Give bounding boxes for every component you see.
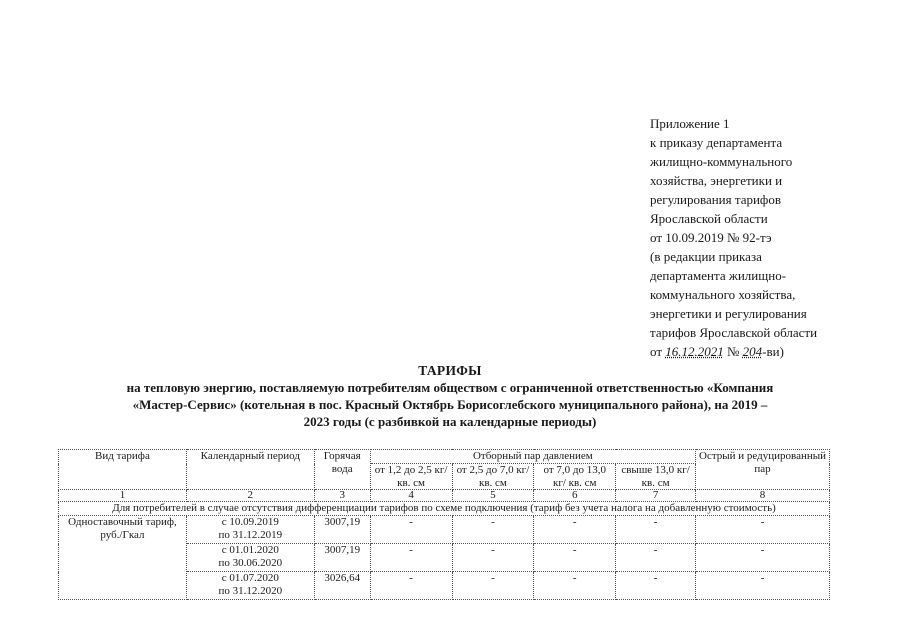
steam-1-cell: -	[370, 516, 452, 544]
title-main: ТАРИФЫ	[418, 363, 482, 378]
appendix-last-suffix: -ви)	[762, 344, 784, 359]
column-number: 5	[452, 490, 534, 502]
header-steam-3: от 7,0 до 13,0 кг/ кв. см	[534, 464, 616, 490]
header-sharp-steam: Острый и редуцированный пар	[696, 450, 830, 490]
appendix-line: Приложение 1	[650, 116, 730, 131]
header-hot-water: Горячая вода	[314, 450, 370, 490]
appendix-line: к приказу департамента	[650, 135, 783, 150]
header-period: Календарный период	[186, 450, 314, 490]
title-line-2: «Мастер-Сервис» (котельная в пос. Красный Октябрь Борисоглебского муниципального района), на 2019 –	[132, 397, 768, 412]
consumer-note: Для потребителей в случае отсутствия дифференциации тарифов по схеме подключения (тариф без учета налога на добавленную стоимость)	[59, 502, 830, 516]
period-from: с 10.09.2019	[221, 516, 279, 528]
appendix-line: от 10.09.2019 № 92-тэ	[650, 230, 772, 245]
period-to: по 30.06.2020	[218, 556, 283, 569]
header-row-1	[59, 450, 830, 464]
steam-2-cell: -	[452, 572, 534, 600]
column-number: 6	[534, 490, 616, 502]
hot-water-price: 3007,19	[314, 516, 370, 544]
sharp-steam-cell: -	[696, 544, 830, 572]
column-number: 1	[59, 490, 187, 502]
header-steam-4: свыше 13,0 кг/ кв. см	[616, 464, 696, 490]
steam-2-cell: -	[452, 516, 534, 544]
steam-2-cell: -	[452, 544, 534, 572]
steam-4-cell: -	[616, 572, 696, 600]
period-to: по 31.12.2020	[218, 584, 283, 597]
header-steam-2: от 2,5 до 7,0 кг/ кв. см	[452, 464, 534, 490]
column-number: 2	[186, 490, 314, 502]
steam-1-cell: -	[370, 544, 452, 572]
column-number: 7	[616, 490, 696, 502]
steam-3-cell: -	[534, 544, 616, 572]
steam-3-cell: -	[534, 516, 616, 544]
period-from: с 01.01.2020	[221, 544, 279, 556]
appendix-block	[650, 114, 900, 361]
tariffs-table	[58, 449, 830, 600]
note-row	[59, 502, 830, 516]
steam-3-cell: -	[534, 572, 616, 600]
tariff-name: Одноставочный тариф, руб./Гкал	[59, 516, 187, 600]
column-number: 4	[370, 490, 452, 502]
appendix-line: хозяйства, энергетики и	[650, 173, 783, 188]
steam-1-cell: -	[370, 572, 452, 600]
sharp-steam-cell: -	[696, 516, 830, 544]
handwritten-date: 16.12.2021	[665, 344, 724, 359]
title-line-3: 2023 годы (с разбивкой на календарные периоды)	[303, 414, 597, 429]
title-line-1: на тепловую энергию, поставляемую потребителям обществом с ограниченной ответственностью «Компания	[126, 380, 774, 395]
period-cell	[186, 572, 314, 600]
appendix-line: департамента жилищно-	[650, 268, 787, 283]
column-number: 3	[314, 490, 370, 502]
header-steam-group: Отборный пар давлением	[370, 450, 695, 464]
table-row	[59, 516, 830, 544]
steam-4-cell: -	[616, 544, 696, 572]
appendix-line: жилищно-коммунального	[650, 154, 793, 169]
period-cell	[186, 544, 314, 572]
header-steam-1: от 1,2 до 2,5 кг/ кв. см	[370, 464, 452, 490]
period-cell	[186, 516, 314, 544]
appendix-line: коммунального хозяйства,	[650, 287, 796, 302]
document-title	[60, 362, 840, 430]
header-tariff-type: Вид тарифа	[59, 450, 187, 490]
steam-4-cell: -	[616, 516, 696, 544]
appendix-line: (в редакции приказа	[650, 249, 762, 264]
appendix-line: тарифов Ярославской области	[650, 325, 818, 340]
sharp-steam-cell: -	[696, 572, 830, 600]
period-from: с 01.07.2020	[221, 572, 279, 584]
appendix-line: Ярославской области	[650, 211, 768, 226]
appendix-line: энергетики и регулирования	[650, 306, 807, 321]
hot-water-price: 3026,64	[314, 572, 370, 600]
appendix-last-prefix: от	[650, 344, 663, 359]
appendix-number-label: №	[727, 344, 740, 359]
appendix-line: регулирования тарифов	[650, 192, 781, 207]
hot-water-price: 3007,19	[314, 544, 370, 572]
column-number: 8	[696, 490, 830, 502]
handwritten-number: 204	[742, 344, 763, 359]
appendix-last-line	[650, 342, 900, 361]
column-number-row	[59, 490, 830, 502]
period-to: по 31.12.2019	[218, 528, 283, 541]
